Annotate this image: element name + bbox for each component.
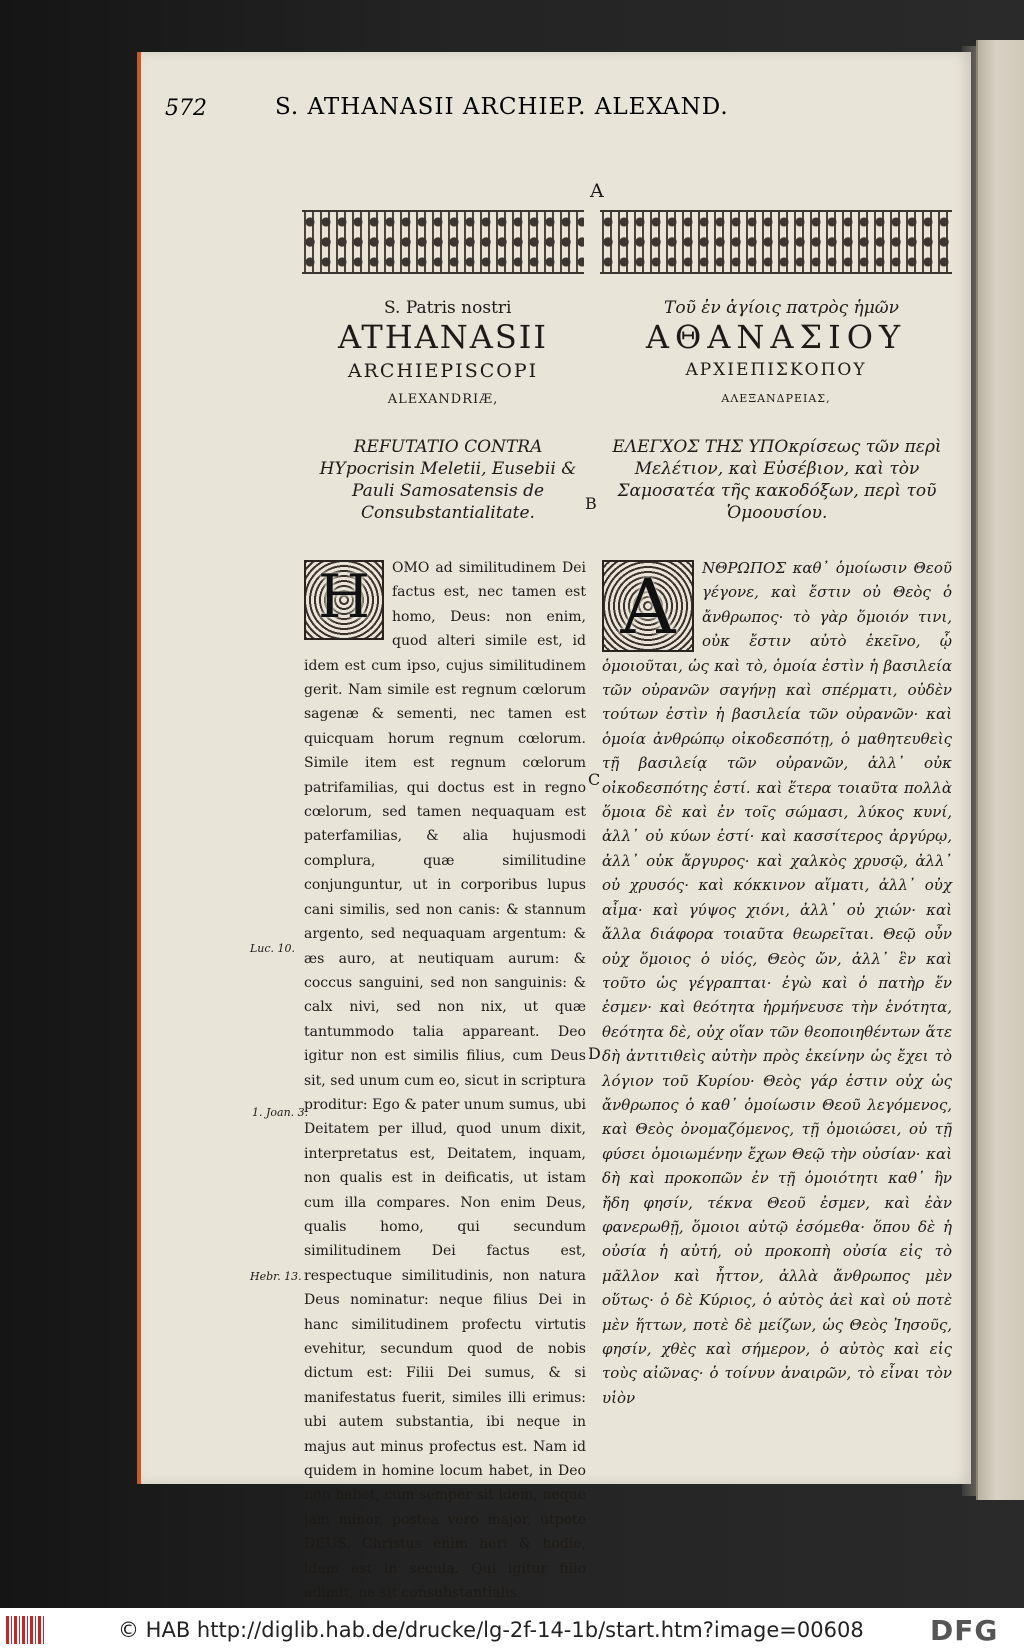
latin-author-name: ATHANASII: [337, 318, 549, 356]
dfg-logo: DFG: [930, 1614, 999, 1647]
latin-dropcap: [304, 560, 384, 640]
latin-dropcap-letter: H: [317, 562, 371, 632]
page-number: 572: [165, 96, 207, 121]
latin-subtitle: REFUTATIO CONTRA HYpocrisin Meletii, Eusebii & Pauli Samosatensis de Consubstantialitate.: [319, 437, 577, 523]
greek-body: [602, 556, 952, 1410]
signature-mark-d: D: [588, 1044, 601, 1063]
greek-office: ΑΡΧΙΕΠΙΣΚΟΠΟΥ: [685, 360, 867, 380]
footer-bar: [0, 1608, 1024, 1652]
footer-copyright-url: © HAB http://diglib.hab.de/drucke/lg-2f-14-1b/start.htm?image=00608: [118, 1618, 864, 1642]
greek-author-name: ΑΘΑΝΑΣΙΟΥ: [645, 318, 907, 356]
margin-note-luke: Luc. 10.: [250, 942, 296, 955]
greek-subtitle: ΕΛΕΓΧΟΣ ΤΗΣ ΥΠΟκρίσεως τῶν περὶ Μελέτιον, καὶ Εὐσέβιον, καὶ τὸν Σαμοσατέα τῆς κακοδόξων, περὶ τοῦ Ὁμοουσίου.: [612, 437, 942, 523]
signature-mark-a: A: [590, 180, 604, 202]
greek-body-text: ΝΘΡΩΠΟΣ καθ᾽ ὁμοίωσιν Θεοῦ γέγονε, καὶ ἔστιν οὐ Θεὸς ὁ ἄνθρωπος· τὸ γὰρ ὅμοιόν τινι, οὐκ ἔστιν αὐτὸ ἐκεῖνο, ᾧ ὁμοιοῦται, ὡς καὶ τὸ, ὁμοία ἐστὶν ἡ βασιλεία τῶν οὐρανῶν σαγήνῃ καὶ σπέρματι, οὐδὲν τούτων ἐστὶν ἡ βασιλεία τῶν οὐρανῶν· καὶ ὁμοία ἀνθρώπῳ οἰκοδεσπότῃ, ὁ μαθητευθεὶς τῇ βασιλείᾳ τῶν οὐρανῶν, ἀλλ᾽ οὐκ οἰκοδεσπότης ἐστί. καὶ ἕτερα τοιαῦτα πολλὰ ὅμοια δὲ καὶ ἐν τοῖς σώμασι, λύκος κυνί, ἀλλ᾽ οὐ κύων ἐστί· καὶ κασσίτερος ἀργύρῳ, ἀλλ᾽ οὐκ ἄργυρος· καὶ χαλκὸς χρυσῷ, ἀλλ᾽ οὐ χρυσός· καὶ κόκκινον αἵματι, ἀλλ᾽ οὐχ αἷμα· καὶ γύψος χιόνι, ἀλλ᾽ οὐ χιών· καὶ ἄλλα διάφορα τοιαῦτα θεωρεῖται. Θεῷ οὖν οὐχ ὅμοιος ὁ υἱός, Θεὸς ὤν, ἀλλ᾽ ἓν καὶ τοῦτο ὡς γέγραπται· ἐγὼ καὶ ὁ πατὴρ ἕν ἐσμεν· καὶ θεότητα ἡρμήνευσε τὴν ἑνότητα, θεότητα δὲ, οὐχ οἵαν τῶν θεοποιηθέντων ἅτε δὴ ἀντιτιθεὶς αὐτὴν πρὸς ἐκείνην ὡς ἔχει τὸ λόγιον τοῦ Κυρίου· Θεὸς γάρ ἐστιν οὐχ ὡς ἄνθρωπος ὁ καθ᾽ ὁμοίωσιν Θεοῦ λεγόμενος, καὶ Θεὸς ὀνομαζόμενος, τῇ ὁμοιώσει, οὐ τῇ φύσει ὁμοιωμένην ἔχων Θεῷ τὴν οὐσίαν· καὶ δὴ καὶ προκοπῶν ἐν τῇ ὁμοιότητι καθ᾽ ἣν ἤδη φησίν, τέκνα Θεοῦ ἐσμεν, καὶ ἐὰν φανερωθῇ, ὅμοιοι αὐτῷ ἐσόμεθα· ὅπου δὲ ἡ οὐσία ἡ αὐτή, οὐ προκοπὴ οὐσία εἰς τὸ μᾶλλον καὶ ἧττον, ἀλλὰ ἄνθρωπος μὲν οὕτως· ὁ δὲ Κύριος, ὁ αὐτὸς ἀεὶ καὶ οὐ ποτὲ μὲν ἥττων, ποτὲ δὲ μείζων, ὡς Θεὸς Ἰησοῦς, φησίν, χθὲς καὶ σήμερον, ὁ αὐτὸς καὶ εἰς τοὺς αἰῶνας· ὁ τοίνυν ἀναιρῶν, τὸ εἶναι τὸν υἱὸν: [602, 559, 952, 1407]
greek-see: ΑΛΕΞΑΝΔΡΕΙΑΣ,: [721, 392, 831, 405]
latin-body: [304, 556, 586, 1605]
latin-body-text: OMO ad similitudinem Dei factus est, nec tamen est homo, Deus: non enim, quod alteri simile est, id idem est cum ipso, cujus similitudinem gerit. Nam simile est regnum cœlorum sagenæ & sementi, nec tamen est quicquam horum regnum cœlorum. Simile item est regnum cœlorum patrifamilias, qui doctus est in regno cœlorum, sed tamen nequaquam est paterfamilias, & alia hujusmodi complura, quæ similitudine conjunguntur, ut in corporibus lupus cani similis, sed non canis: & stannum argento, sed nequaquam argentum: & æs auro, at neutiquam aurum: & coccus sanguini, sed non sanguinis: & calx nivi, sed non nix, ut quæ tantummodo talia appareant. Deo igitur non est similis filius, cum Deus sit, sed unum cum eo, sicut in scriptura proditur: Ego & pater unum sumus, ubi Deitatem per illud, quod unum dixit, interpretatus est, Deitatem, inquam, non qualis est in deificatis, ut istam cum illa compares. Non enim Deus, qualis homo, qui secundum similitudinem Dei factus est, respectuque similitudinis, non natura Deus nominatur: neque filius Dei in hanc similitudinem profectu virtutis evehitur, secundum quod de nobis dictum est: Filii Dei sumus, & si manifestatus fuerit, similes illi erimus: ubi autem substantia, ibi neque in majus aut minus profectus est. Nam id quidem in homine locum habet, in Deo non habet, cum semper sit idem, neque jam minor, postea vero major, utpote DEUS. Christus enim heri & hodie, idem est in secula. Qui igitur filio adimit, ne sit consubstantialis: [304, 560, 586, 1602]
greek-title-block: [600, 52, 966, 612]
latin-pretitle: S. Patris nostri: [384, 298, 512, 318]
greek-pretitle: Τοῦ ἐν ἁγίοις πατρὸς ἡμῶν: [664, 298, 899, 318]
next-page-sliver: [976, 40, 1024, 1500]
latin-office: ARCHIEPISCOPI: [347, 360, 539, 382]
greek-dropcap-letter: Α: [620, 562, 676, 651]
latin-see: ALEXANDRIÆ,: [387, 392, 499, 407]
margin-note-john: 1. Joan. 3.: [252, 1106, 309, 1119]
barcode-icon: [6, 1616, 46, 1644]
latin-title-block: [302, 52, 578, 612]
greek-dropcap: [602, 560, 694, 652]
margin-note-hebrews: Hebr. 13.: [250, 1270, 302, 1283]
running-title: S. ATHANASII ARCHIEP. ALEXAND.: [275, 94, 729, 120]
signature-mark-c: C: [588, 770, 601, 789]
signature-mark-b: B: [585, 494, 597, 513]
